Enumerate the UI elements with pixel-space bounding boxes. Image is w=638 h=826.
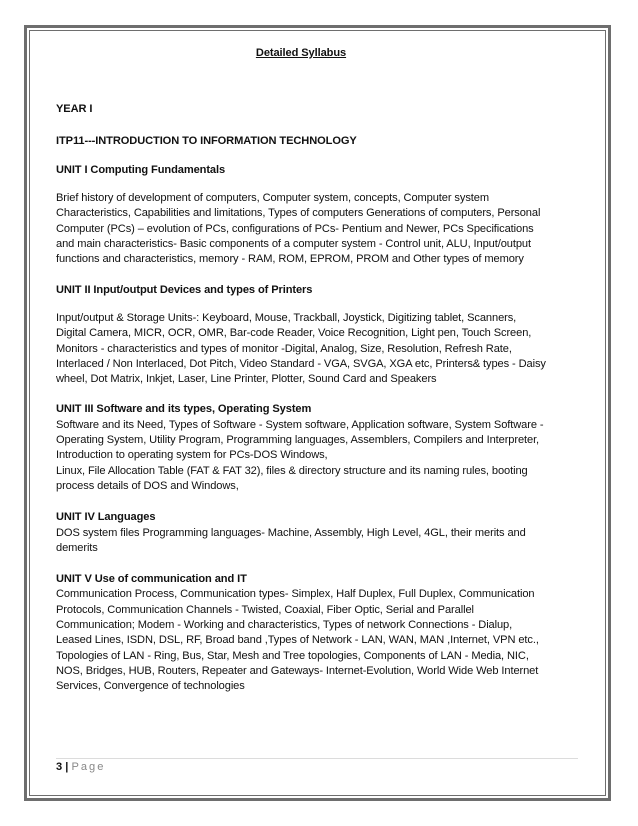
unit-5-heading: UNIT V Use of communication and IT	[56, 573, 247, 586]
unit-5-body: Communication Process, Communication types- Simplex, Half Duplex, Full Duplex, Communication Protocols, Communication Channels - Twisted, Coaxial, Fiber Optic, Serial and Parallel Communication; Modem - Working and characteristics, Types of network Connections - Dialup, Leased Lines, ISDN, DSL, RF, Broad band ,Types of Network - LAN, WAN, MAN ,Internet, VPN etc., Topologies of LAN - Ring, Bus, Star, Mesh and Tree topologies, Components of LAN - Media, NIC, NOS, Bridges, HUB, Routers, Repeater and Gateways- Internet-Evolution, World Wide Web Internet Services, Convergence of technologies	[56, 588, 539, 693]
document-title: Detailed Syllabus	[255, 47, 347, 59]
unit-1-body: Brief history of development of computers, Computer system, concepts, Computer system Characteristics, Capabilities and limitations, Types of computers Generations of computers, Personal Computer (PCs) – evolution of PCs, configurations of PCs- Pentium and Newer, PCs Specifications and main characteristics- Basic components of a computer system - Control unit, ALU, Input/output functions and characteristics, memory - RAM, ROM, EPROM, PROM and Other types of memory	[56, 192, 541, 266]
page-label: Page	[71, 761, 106, 773]
unit-3-heading: UNIT III Software and its types, Operating System	[56, 403, 312, 416]
syllabus-content	[56, 46, 546, 695]
unit-2-heading: UNIT II Input/output Devices and types of Printers	[56, 283, 313, 296]
unit-3-body-continued: Linux, File Allocation Table (FAT & FAT 32), files & directory structure and its naming rules, booting process details of DOS and Windows,	[56, 464, 528, 492]
unit-3-body: Software and its Need, Types of Software - System software, Application software, System Software - Operating System, Utility Program, Programming languages, Assemblers, Compilers and Interpreter, Introduction to operating system for PCs-DOS Windows,	[56, 418, 544, 462]
footer-separator: |	[65, 761, 69, 773]
unit-1-heading: UNIT I Computing Fundamentals	[56, 163, 226, 176]
unit-2-body: Input/output & Storage Units-: Keyboard, Mouse, Trackball, Joystick, Digitizing tablet, Scanners, Digital Camera, MICR, OCR, OMR, Bar-code Reader, Voice Recognition, Light pen, Touch Screen, Monitors - characteristics and types of monitor -Digital, Analog, Size, Resolution, Refresh Rate, Interlaced / Non Interlaced, Dot Pitch, Video Standard - VGA, SVGA, XGA etc, Printers& types - Daisy wheel, Dot Matrix, Inkjet, Laser, Line Printer, Plotter, Sound Card and Speakers	[56, 311, 546, 386]
footer-rule	[56, 758, 578, 759]
unit-4-body: DOS system files Programming languages- Machine, Assembly, High Level, 4GL, their merits and demerits	[56, 526, 526, 554]
page-number: 3	[56, 761, 63, 773]
course-heading: ITP11---INTRODUCTION TO INFORMATION TECHNOLOGY	[56, 134, 357, 147]
page-footer	[56, 761, 105, 773]
unit-4-heading: UNIT IV Languages	[56, 511, 156, 524]
year-heading: YEAR I	[56, 103, 93, 116]
